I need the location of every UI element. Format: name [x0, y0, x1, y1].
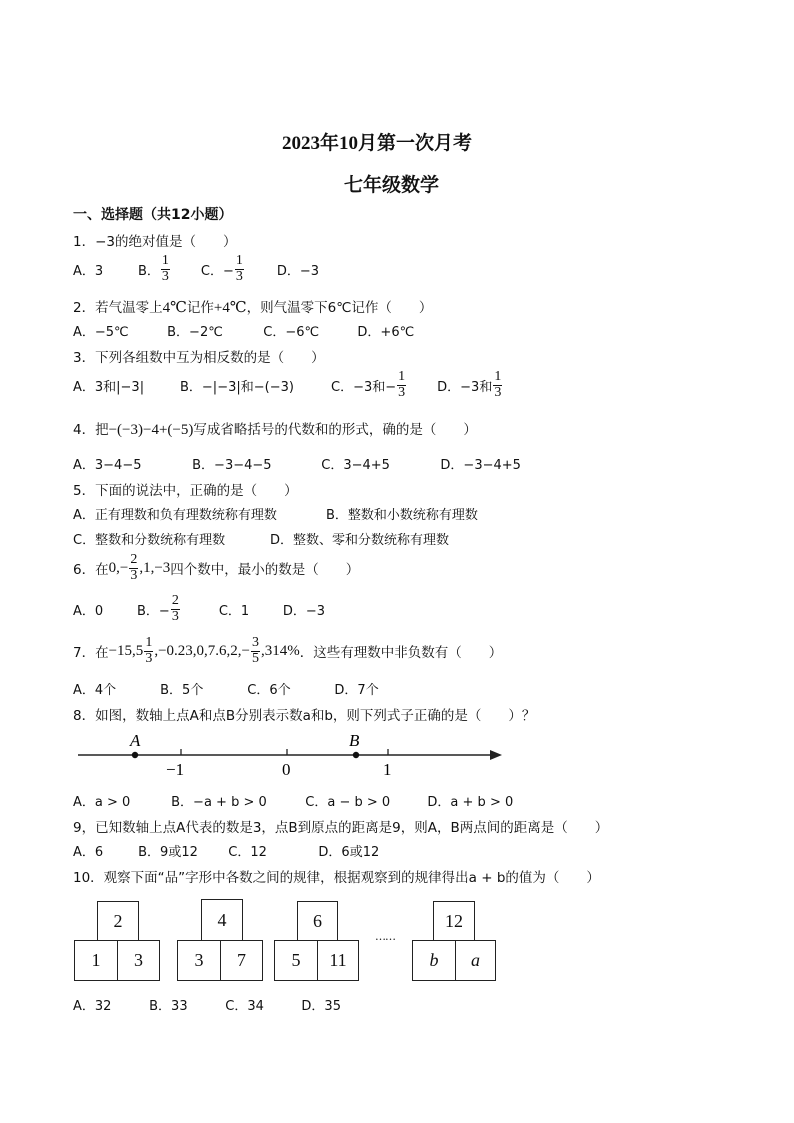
- q6-option-c: C．1: [218, 603, 250, 619]
- q1-stem: 1．−3的绝对值是（ ）: [73, 234, 237, 250]
- figure-ellipsis: ……: [375, 930, 395, 943]
- q6-option-a: A．0: [73, 603, 104, 619]
- q4-option-a: A．3−4−5: [73, 458, 142, 473]
- q2-option-c: C．−6℃: [263, 325, 320, 340]
- q5-stem: 5．下面的说法中，正确的是（ ）: [73, 483, 298, 499]
- figure-1-right: 3: [117, 940, 160, 981]
- q6-option-d: D．−3: [282, 603, 325, 619]
- q9-option-c: C．12: [228, 845, 267, 860]
- q4-option-d: D．−3−4+5: [440, 458, 521, 473]
- q1-option-a: A．3: [73, 263, 104, 279]
- q9-options: [73, 841, 379, 860]
- point-b-label: B: [349, 731, 360, 750]
- figure-2-top: 4: [201, 899, 243, 941]
- q10-option-c: C．34: [225, 999, 264, 1014]
- q6-option-b: B．−: [137, 603, 170, 619]
- q3-stem: 3．下列各组数中互为相反数的是（ ）: [73, 350, 325, 366]
- q9-option-b: B．9或12: [138, 845, 198, 860]
- q8-option-c: C．a − b > 0: [305, 795, 391, 810]
- q7-option-c: C．6个: [247, 683, 291, 698]
- q10-stem: 10．观察下面“品”字形中各数之间的规律，根据观察到的规律得出a + b的值为（ ）: [73, 870, 600, 886]
- figure-1-top: 2: [97, 901, 139, 941]
- tick-label-minus-1: −1: [166, 760, 185, 779]
- q1-option-b: B．: [138, 263, 160, 279]
- q8-option-d: D．a + b > 0: [427, 795, 514, 810]
- figure-4-top: 12: [433, 901, 475, 941]
- q1-option-c: C．−: [200, 263, 234, 279]
- q2-option-d: D．+6℃: [357, 325, 415, 340]
- point-a-dot: [132, 752, 138, 758]
- q3-options: [73, 370, 503, 400]
- figure-3-left: 5: [274, 940, 318, 981]
- q3-option-d-fraction: $\frac{1}{3}$: [494, 369, 502, 400]
- page-subtitle: 七年级数学: [344, 175, 440, 196]
- q7-options: [73, 679, 379, 698]
- q3-option-a: A．3和|−3|: [73, 379, 145, 395]
- q6-stem: 6．在 0,− $\frac{2}{3}$ ,1,−3 四个数中，最小的数是（ ）: [73, 552, 360, 583]
- q5-option-a: A．正有理数和负有理数统称有理数: [73, 508, 277, 523]
- page-title: 2023年10月第一次月考: [282, 133, 473, 154]
- q8-stem: 8．如图，数轴上点A和点B分别表示数a和b，则下列式子正确的是（ ）？: [73, 708, 536, 724]
- q4-option-b: B．−3−4−5: [192, 458, 272, 473]
- q8-option-a: A．a > 0: [73, 795, 131, 810]
- figure-3-top: 6: [297, 901, 338, 941]
- q10-option-a: A．32: [73, 999, 112, 1014]
- q7-option-d: D．7个: [334, 683, 379, 698]
- q2-option-b: B．−2℃: [167, 325, 223, 340]
- q10-option-b: B．33: [149, 999, 188, 1014]
- q4-stem: 4．把−(−3)−4+(−5)写成省略括号的代数和的形式，确的是（ ）: [73, 422, 477, 438]
- q7-option-a: A．4个: [73, 683, 117, 698]
- q4-option-c: C．3−4+5: [321, 458, 390, 473]
- q9-option-a: A．6: [73, 845, 104, 860]
- q6-fraction: $\frac{2}{3}$: [130, 552, 138, 583]
- q6-option-b-fraction: $\frac{2}{3}$: [171, 593, 179, 624]
- q2-stem: 2．若气温零上4℃记作+4℃，则气温零下6℃记作（ ）: [73, 300, 433, 316]
- q1-option-d: D．−3: [276, 263, 320, 279]
- tick-label-1: 1: [383, 760, 392, 779]
- q9-option-d: D．6或12: [318, 845, 380, 860]
- q3-option-d: D．−3和: [437, 379, 493, 395]
- q1-option-b-fraction: $\frac{1}{3}$: [161, 253, 169, 284]
- q2-options: [73, 321, 414, 340]
- q3-option-c: C．−3和−: [331, 379, 397, 395]
- q8-options: [73, 791, 513, 810]
- q5-option-d: D．整数、零和分数统称有理数: [270, 533, 450, 548]
- q1-options: [73, 254, 319, 284]
- q1-option-c-fraction: $\frac{1}{3}$: [235, 253, 243, 284]
- q5-option-b: B．整数和小数统称有理数: [326, 508, 478, 523]
- q2-option-a: A．−5℃: [73, 325, 129, 340]
- figure-4-left: b: [412, 940, 456, 981]
- figure-1-left: 1: [74, 940, 118, 981]
- q8-option-b: B．−a + b > 0: [171, 795, 267, 810]
- q10-option-d: D．35: [301, 999, 341, 1014]
- q7-fraction-1: $\frac{1}{3}$: [145, 635, 153, 666]
- figure-3-right: 11: [317, 940, 359, 981]
- q7-fraction-2: $\frac{3}{5}$: [251, 635, 259, 666]
- figure-2-left: 3: [177, 940, 221, 981]
- q10-options: [73, 995, 341, 1014]
- q4-options: [73, 454, 521, 473]
- section-heading: 一、选择题（共12小题）: [73, 207, 233, 223]
- q7-option-b: B．5个: [160, 683, 204, 698]
- q7-stem: 7．在 −15,5 $\frac{1}{3}$ ,−0.23,0,7.6,2,− $\frac{3}{5}$ ,314% ．这些有理数中非负数有（ ）: [73, 635, 503, 666]
- q5-option-c: C．整数和分数统称有理数: [73, 533, 226, 548]
- figure-2-right: 7: [220, 940, 263, 981]
- figure-4-right: a: [455, 940, 496, 981]
- point-b-dot: [353, 752, 359, 758]
- point-a-label: A: [130, 731, 141, 750]
- q9-stem: 9，已知数轴上点A代表的数是3，点B到原点的距离是9，则A，B两点间的距离是（ ）: [73, 820, 609, 836]
- tick-label-0: 0: [282, 760, 291, 779]
- q6-options: [73, 594, 325, 624]
- q3-option-c-fraction: $\frac{1}{3}$: [398, 369, 406, 400]
- number-line: [70, 728, 510, 780]
- q3-option-b: B．−|−3|和−(−3): [180, 379, 294, 395]
